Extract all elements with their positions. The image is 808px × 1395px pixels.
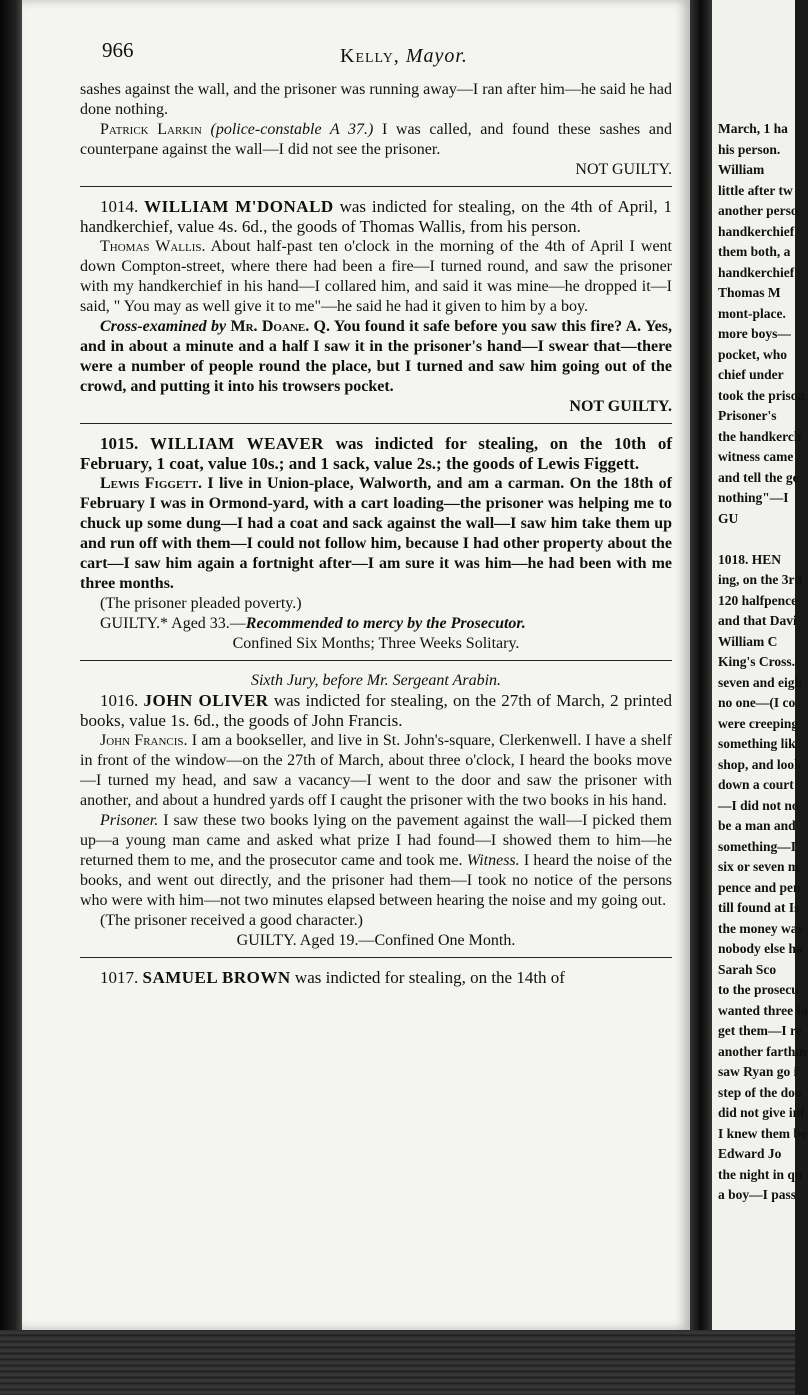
case-1015-sentence: Confined Six Months; Three Weeks Solitary. xyxy=(232,635,520,652)
right-page-line: Sarah Sco xyxy=(718,961,777,977)
right-page-line: to the prosecu xyxy=(718,982,799,997)
right-page-line: witness came xyxy=(718,449,794,464)
right-page-line: wanted three fa xyxy=(718,1002,808,1018)
right-page-line: Prisoner's xyxy=(718,408,777,423)
right-page-line: pence and pen xyxy=(718,879,801,895)
right-page-line: did not give inf xyxy=(718,1105,805,1120)
page-content xyxy=(80,40,672,988)
page-header xyxy=(80,40,672,72)
right-page-line: them both, a xyxy=(718,244,791,259)
case-1014-verdict: NOT GUILTY. xyxy=(569,398,672,415)
right-page-line: Thomas M xyxy=(718,285,781,300)
right-page-line: ing, on the 3rd xyxy=(718,572,803,587)
right-page-line: another farthin xyxy=(718,1043,807,1059)
case-1016-verdict: GUILTY. Aged 19.—Confined One Month. xyxy=(236,932,516,949)
right-page-line: William xyxy=(718,162,765,177)
right-page-line: the night in qu xyxy=(718,1166,803,1182)
case-divider xyxy=(80,186,672,187)
prev-case-text: sashes against the wall, and the prisoner was running away—I ran after him—he said he had done nothing. xyxy=(80,81,672,118)
right-page-line: handkerchief xyxy=(718,264,795,280)
right-page-line: 1018. HEN xyxy=(718,551,782,567)
right-page-line: step of the doo xyxy=(718,1084,802,1100)
case-1015-witness: Lewis Figgett. I live in Union-place, Walworth, and am a carman. On the 18th of February I was in Ormond-yard, with a cart loading—the prisoner was helping me to chuck up some dung—I had a coat and sack against the wall—I saw him take them up and run off with them—I could not follow him, because I had other property about the cart—I saw him again a fortnight after—I am sure it was him—he had been with me three months. xyxy=(80,475,673,592)
case-divider xyxy=(80,660,672,661)
right-page-line: March, 1 ha xyxy=(718,121,788,136)
case-1014-witness: Thomas Wallis. About half-past ten o'clock in the morning of the 4th of April I went down Compton-street, where there had been a fire—I turned round, and saw the prisoner with my handkerchief in his hand—I collared him, and said it was mine—he dropped it—I said, " You may as well give it to me"—he said he had it given to him by a boy. xyxy=(80,238,672,315)
right-page-line: William C xyxy=(718,633,778,649)
right-page-line: down a court xyxy=(718,777,794,792)
case-1016-witness: John Francis. I am a bookseller, and live in St. John's-square, Clerkenwell. I have a shelf in front of the window—on the 27th of March, about three o'clock, I heard the books move—I turned my head, and saw a vacancy—I went to the door and saw the prisoner with another, and about a hundred yards off I caught the prisoner with the two books in his hand. xyxy=(80,732,672,809)
right-page-line: the money was xyxy=(718,920,803,936)
right-page-line: —I did not no xyxy=(718,797,799,813)
case-1015-plea: (The prisoner pleaded poverty.) xyxy=(100,595,302,612)
case-divider xyxy=(80,957,672,958)
right-page-text-fragments xyxy=(718,78,808,1206)
right-page-line xyxy=(718,99,808,120)
right-page-line: something lik xyxy=(718,736,796,751)
right-page-line: mont-place. xyxy=(718,305,786,321)
right-page-line: King's Cross. xyxy=(718,654,796,669)
case-1014-indictment: 1014. WILLIAM M'DONALD was indicted for stealing, on the 4th of April, 1 handkerchief, value 4s. 6d., the goods of Thomas Wallis, from his person. xyxy=(80,197,673,236)
right-page-line: seven and eigh xyxy=(718,674,803,690)
right-page-line: no one—(I co xyxy=(718,695,796,710)
right-page-line: Edward Jo xyxy=(718,1146,782,1161)
right-page-line: his person. xyxy=(718,141,781,157)
case-1017-indictment: 1017. SAMUEL BROWN was indicted for stealing, on the 14th of xyxy=(100,968,565,987)
right-page-line: GU xyxy=(718,510,739,526)
right-page-line: and that Davi xyxy=(718,613,797,628)
book-left-edge xyxy=(0,0,22,1330)
right-page-line: chief under xyxy=(718,367,784,382)
right-page-line xyxy=(718,529,808,550)
right-page-line: shop, and look xyxy=(718,756,802,772)
running-title: Kelly, Mayor. xyxy=(340,45,468,67)
book-gutter xyxy=(690,0,712,1330)
right-page-line: saw Ryan go i xyxy=(718,1064,798,1079)
right-page-line: another perso xyxy=(718,203,798,218)
case-1015-indictment: 1015. WILLIAM WEAVER was indicted for stealing, on the 10th of February, 1 coat, value 10s.; and 1 sack, value 2s.; the goods of Lewis Figgett. xyxy=(80,434,672,473)
right-page-line: nothing"—I xyxy=(718,490,789,505)
right-page-line: six or seven m xyxy=(718,859,800,874)
right-page xyxy=(712,0,808,1330)
right-page-line: were creeping xyxy=(718,715,799,731)
case-1016-indictment: 1016. JOHN OLIVER was indicted for stealing, on the 27th of March, 2 printed books, value 1s. 6d., the goods of John Francis. xyxy=(80,691,673,730)
right-page-line: get them—I re xyxy=(718,1023,802,1038)
case-1015-verdict: GUILTY.* Aged 33.—Recommended to mercy by the Prosecutor. xyxy=(100,615,526,632)
book-bottom-edge xyxy=(0,1330,795,1395)
case-1016-character: (The prisoner received a good character.) xyxy=(100,912,363,929)
right-page-line: till found at Is xyxy=(718,900,800,915)
prev-case-verdict: NOT GUILTY. xyxy=(575,161,672,178)
right-page-line: the handkerch xyxy=(718,428,802,444)
right-page-line: took the prison xyxy=(718,387,806,403)
right-page-line: I knew them be xyxy=(718,1125,807,1141)
case-divider xyxy=(80,423,672,424)
right-page-line: nobody else ha xyxy=(718,941,803,956)
right-page-line: and tell the ge xyxy=(718,469,799,485)
right-page-line: be a man and xyxy=(718,818,796,833)
right-page-line: 120 halfpence xyxy=(718,592,798,608)
page-number: 966 xyxy=(102,38,134,62)
right-page-line: handkerchief xyxy=(718,223,795,239)
right-page-line: a boy—I pass xyxy=(718,1187,797,1202)
jury-heading: Sixth Jury, before Mr. Sergeant Arabin. xyxy=(250,672,502,689)
right-page-line: pocket, who xyxy=(718,346,788,362)
right-page-line: little after tw xyxy=(718,182,793,198)
case-1014-cross: Cross-examined by Mr. Doane. Q. You found it safe before you saw this fire? A. Yes, and in about a minute and a half I saw it in the prisoner's hand—I swear that—there were a number of people round the place, but I turned and saw him going out of the crowd, and putting it into his trowsers pocket. xyxy=(80,318,672,395)
case-1016-prisoner: Prisoner. I saw these two books lying on the pavement against the wall—I picked them up—a young man came and asked what prize I had found—I showed them to him—he returned them to me, and the prosecutor came and took me. Witness. I heard the noise of the books, and went out directly, and the prisoner had them—I took no notice of the persons who were with him—not two minutes elapsed between hearing the noise and my going out. xyxy=(80,812,673,909)
right-page-line xyxy=(718,78,808,99)
right-page-line: more boys— xyxy=(718,326,791,341)
right-page-line: something—I xyxy=(718,838,797,854)
prev-case-witness: Patrick Larkin (police-constable A 37.) I was called, and found these sashes and counterpane against the wall—I did not see the prisoner. xyxy=(80,121,673,158)
